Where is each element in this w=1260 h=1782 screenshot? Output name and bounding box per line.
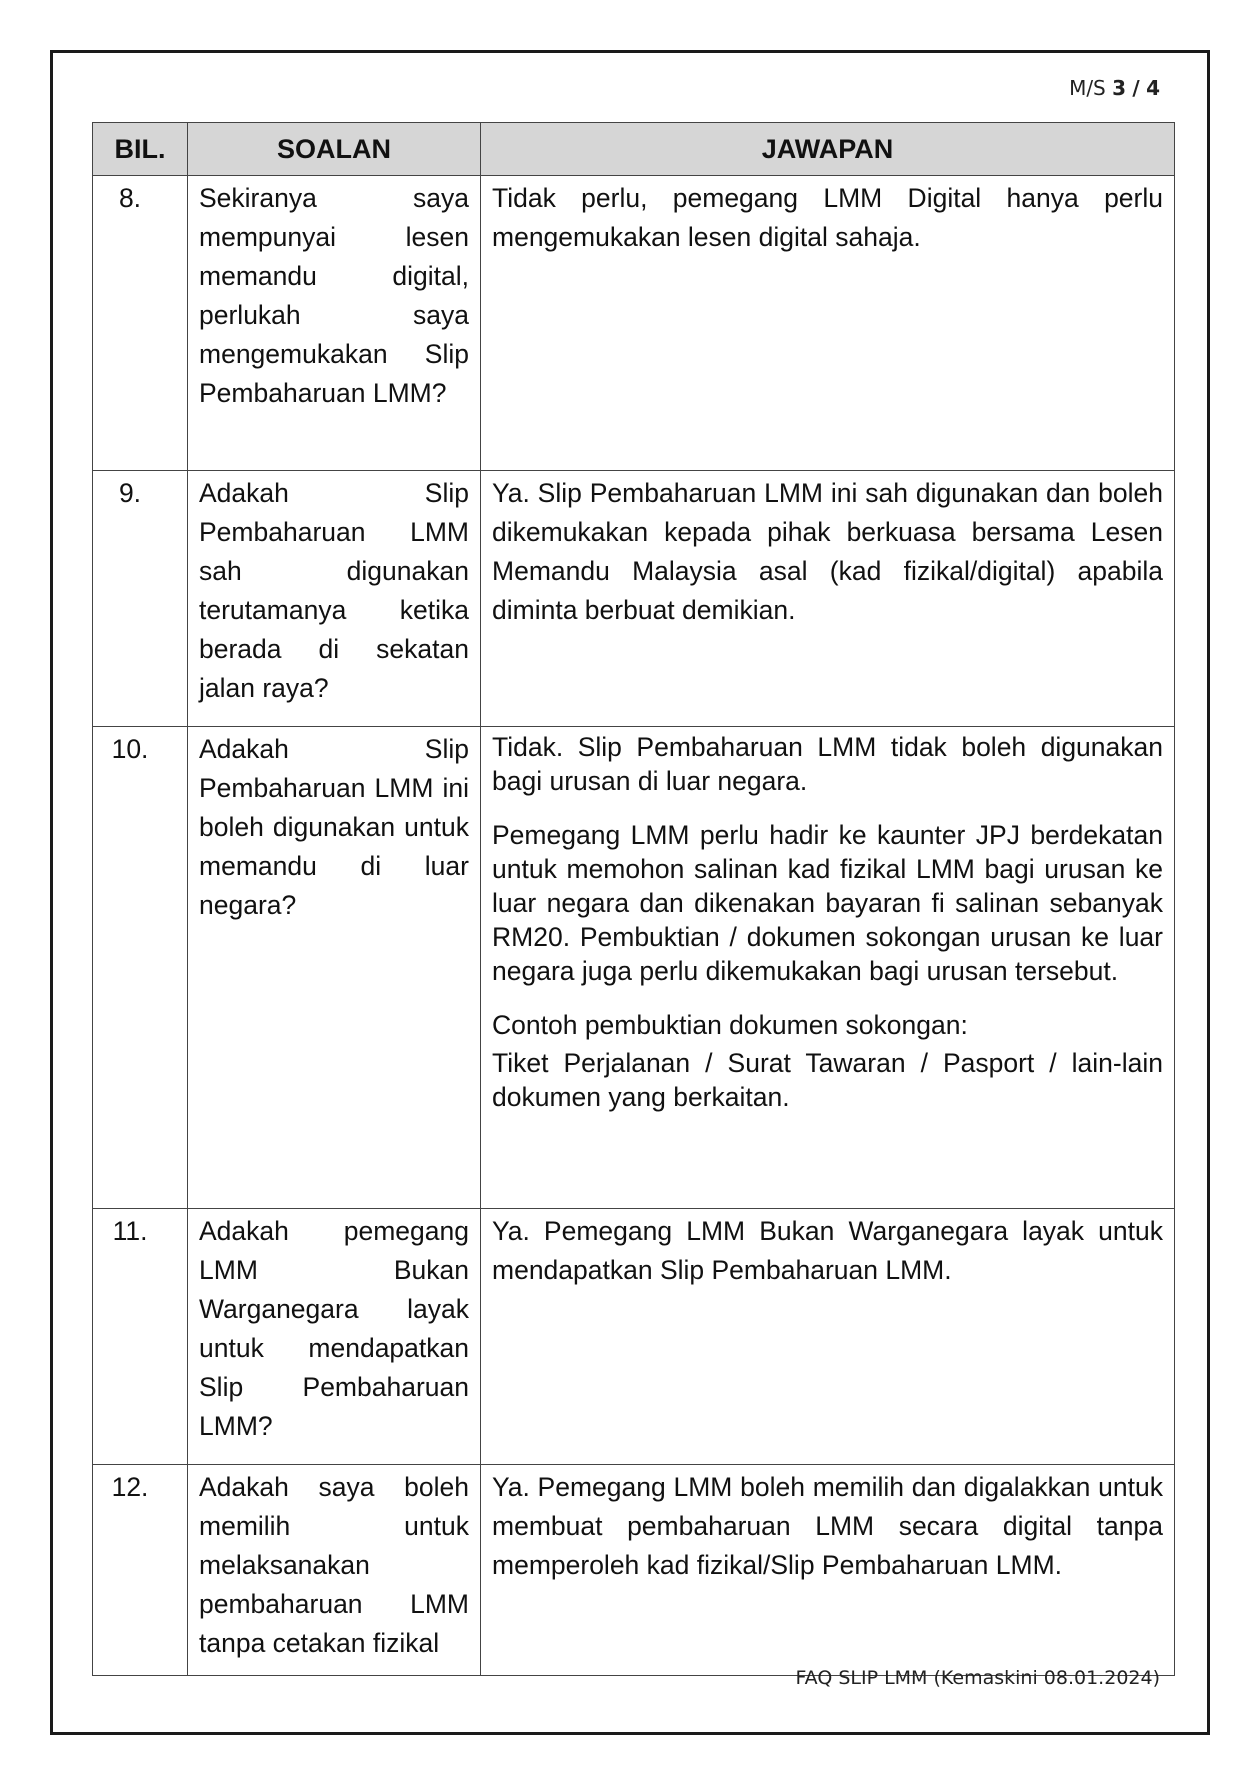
- answer-paragraph: Tidak perlu, pemegang LMM Digital hanya perlu mengemukakan lesen digital sahaja.: [492, 183, 1163, 252]
- question-cell: Sekiranya saya mempunyai lesen memandu digital, perlukah saya mengemukakan Slip Pembaharuan LMM?: [188, 176, 481, 471]
- answer-paragraph: Ya. Pemegang LMM Bukan Warganegara layak untuk mendapatkan Slip Pembaharuan LMM.: [492, 1216, 1163, 1285]
- row-number: 12.: [93, 1465, 188, 1676]
- table-row: [93, 727, 1175, 1209]
- table-row: [93, 176, 1175, 471]
- page-number: [1069, 76, 1160, 100]
- row-number: 9.: [93, 471, 188, 727]
- answer-paragraph: Ya. Slip Pembaharuan LMM ini sah digunakan dan boleh dikemukakan kepada pihak berkuasa bersama Lesen Memandu Malaysia asal (kad fizikal/digital) apabila diminta berbuat demikian.: [492, 478, 1163, 625]
- answer-paragraph: Pemegang LMM perlu hadir ke kaunter JPJ berdekatan untuk memohon salinan kad fizikal LMM bagi urusan ke luar negara dan dikenakan bayaran fi salinan sebanyak RM20. Pembuktian / dokumen sokongan urusan ke luar negara juga perlu dikemukakan bagi urusan tersebut.: [492, 820, 1163, 986]
- answer-paragraph: Tidak. Slip Pembaharuan LMM tidak boleh digunakan bagi urusan di luar negara.: [492, 732, 1163, 796]
- page-number-total: 4: [1146, 76, 1160, 100]
- page-number-current: 3: [1112, 76, 1127, 100]
- answer-cell: [481, 471, 1175, 727]
- footer-note: FAQ SLIP LMM (Kemaskini 08.01.2024): [795, 1667, 1160, 1689]
- answer-paragraph: Tiket Perjalanan / Surat Tawaran / Pasport / lain-lain dokumen yang berkaitan.: [492, 1048, 1163, 1112]
- answer-cell: [481, 1465, 1175, 1676]
- table-row: [93, 471, 1175, 727]
- question-cell: Adakah Slip Pembaharuan LMM ini boleh digunakan untuk memandu di luar negara?: [188, 727, 481, 1209]
- question-cell: Adakah Slip Pembaharuan LMM sah digunakan terutamanya ketika berada di sekatan jalan raya?: [188, 471, 481, 727]
- question-cell: Adakah pemegang LMM Bukan Warganegara layak untuk mendapatkan Slip Pembaharuan LMM?: [188, 1209, 481, 1465]
- page-number-separator: /: [1132, 76, 1140, 100]
- header-jawapan: JAWAPAN: [481, 123, 1175, 176]
- table-header-row: [93, 123, 1175, 176]
- question-cell: Adakah saya boleh memilih untuk melaksanakan pembaharuan LMM tanpa cetakan fizikal: [188, 1465, 481, 1676]
- answer-cell: [481, 727, 1175, 1209]
- row-number: 10.: [93, 727, 188, 1209]
- page-number-prefix: M/S: [1069, 76, 1106, 100]
- answer-paragraph: Ya. Pemegang LMM boleh memilih dan digalakkan untuk membuat pembaharuan LMM secara digital tanpa memperoleh kad fizikal/Slip Pembaharuan LMM.: [492, 1472, 1163, 1580]
- header-soalan: SOALAN: [188, 123, 481, 176]
- row-number: 8.: [93, 176, 188, 471]
- table-row: [93, 1465, 1175, 1676]
- answer-cell: [481, 176, 1175, 471]
- faq-table: [92, 122, 1175, 1676]
- table-row: [93, 1209, 1175, 1465]
- row-number: 11.: [93, 1209, 188, 1465]
- answer-cell: [481, 1209, 1175, 1465]
- answer-paragraph: Contoh pembuktian dokumen sokongan:: [492, 1010, 968, 1040]
- header-bil: BIL.: [93, 123, 188, 176]
